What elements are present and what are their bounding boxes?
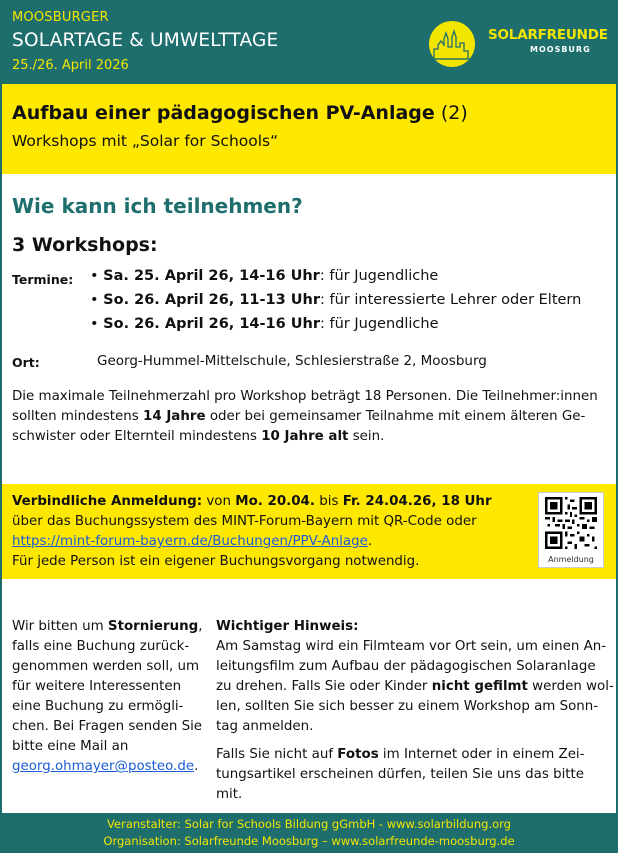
termin-audience: : für Jugendliche [320, 316, 439, 332]
ort-label: Ort: [12, 355, 40, 370]
termin-date: Sa. 25. April 26, 14-16 Uhr [103, 268, 320, 284]
text: . [367, 534, 373, 549]
header-title: SOLARTAGE & UMWELTTAGE [12, 30, 279, 51]
info-paragraph [12, 387, 608, 447]
termin-item [90, 316, 581, 340]
footer-band [2, 813, 616, 851]
storno-line: falls eine Buchung zurück- [12, 639, 190, 654]
registration-banner [2, 484, 616, 579]
footer-organizer: Veranstalter: Solar for Schools Bildung gGmbH - www.solarbildung.org [107, 817, 511, 831]
text: zu drehen. Falls Sie oder Kinder [216, 679, 432, 694]
solarfreunde-logo [426, 19, 608, 69]
page-title [12, 102, 468, 124]
registration-from: Mo. 20.04. [235, 494, 315, 509]
text: werden wol- [527, 679, 614, 694]
storno-line: chen. Bei Fragen senden Sie [12, 719, 203, 734]
bullet: • [90, 292, 104, 308]
photos-keyword: Fotos [337, 747, 379, 762]
registration-text [12, 492, 492, 572]
registration-line [12, 532, 492, 552]
storno-line: genommen werden soll, um [12, 659, 200, 674]
text: im Internet oder in einem Zei- [378, 747, 585, 762]
termin-date: So. 26. April 26, 11-13 Uhr [103, 292, 321, 308]
contact-email-link[interactable]: georg.ohmayer@posteo.de [12, 759, 195, 774]
termin-audience: : für interessierte Lehrer oder Eltern [320, 292, 582, 308]
info-line [12, 407, 608, 427]
hinweis-line: leitungsfilm zum Aufbau der pädagogischen Solaranlage [216, 659, 596, 674]
storno-line: für weitere Interessenten [12, 679, 182, 694]
termin-audience: : für Jugendliche [319, 268, 439, 284]
qr-caption: Anmeldung [548, 555, 594, 564]
termine-label: Termine: [12, 272, 74, 287]
qr-code-card[interactable] [538, 492, 604, 568]
header-kicker: MOOSBURGER [12, 10, 109, 25]
hinweis-line: len, sollten Sie sich besser zu einem Workshop am Sonn- [216, 699, 599, 714]
title-bold: Aufbau einer pädagogischen PV-Anlage [12, 102, 435, 124]
text: Wir bitten um [12, 619, 108, 634]
header-band [2, 2, 616, 84]
termin-item [90, 292, 581, 316]
registration-line: Für jede Person ist ein eigener Buchungsvorgang notwendig. [12, 554, 420, 569]
title-banner [2, 84, 616, 174]
text: bis [314, 494, 343, 509]
ort-value: Georg-Hummel-Mittelschule, Schlesierstraße 2, Moosburg [97, 353, 487, 369]
storno-line [12, 757, 204, 777]
registration-lead: Verbindliche Anmeldung: [12, 494, 203, 509]
hinweis-title: Wichtiger Hinweis: [216, 619, 359, 634]
title-suffix: (2) [434, 102, 468, 124]
not-filmed-keyword: nicht gefilmt [431, 679, 528, 694]
logo-text-main: SOLARFREUNDE [488, 27, 608, 43]
hinweis-column [216, 617, 614, 805]
text: von [202, 494, 236, 509]
termin-item [90, 268, 581, 292]
bullet: • [90, 268, 104, 284]
info-line: Die maximale Teilnehmerzahl pro Workshop beträgt 18 Personen. Die Teilnehmer:innen [12, 389, 598, 404]
info-line [12, 427, 608, 447]
min-age-accompanied: 10 Jahre alt [261, 429, 349, 444]
min-age: 14 Jahre [143, 409, 206, 424]
storno-line: eine Buchung zu ermögli- [12, 699, 184, 714]
registration-to: Fr. 24.04.26, 18 Uhr [342, 494, 492, 509]
storno-line [12, 617, 204, 637]
logo-text-sub: MOOSBURG [530, 45, 591, 54]
hinweis-line: tag anmelden. [216, 719, 314, 734]
text: schwister oder Elternteil mindestens [12, 429, 262, 444]
qr-code-icon [545, 497, 597, 549]
storno-keyword: Stornierung [107, 619, 199, 634]
text: sollten mindestens [12, 409, 144, 424]
text: Falls Sie nicht auf [216, 747, 338, 762]
text: sein. [348, 429, 385, 444]
termin-date: So. 26. April 26, 14-16 Uhr [103, 316, 321, 332]
spacer [216, 737, 608, 745]
hinweis-line: Am Samstag wird ein Filmteam vor Ort sein, um einen An- [216, 639, 607, 654]
termine-list [90, 268, 581, 340]
text: , [198, 619, 203, 634]
hinweis-line: tungsartikel erscheinen dürfen, teilen Sie uns das bitte [216, 767, 585, 782]
registration-line: über das Buchungssystem des MINT-Forum-Bayern mit QR-Code oder [12, 514, 477, 529]
page-subtitle: Workshops mit „Solar for Schools“ [12, 132, 279, 150]
hinweis-line: mit. [216, 787, 243, 802]
sun-city-icon [426, 19, 486, 69]
bullet: • [90, 316, 104, 332]
storno-line: bitte eine Mail an [12, 739, 129, 754]
text: . [194, 759, 199, 774]
workshops-heading: 3 Workshops: [12, 234, 158, 256]
storno-column [12, 617, 204, 777]
hinweis-line [216, 677, 614, 697]
hinweis-line [216, 745, 608, 765]
header-date: 25./26. April 2026 [12, 58, 129, 73]
footer-organisation: Organisation: Solarfreunde Moosburg – www.solarfreunde-moosburg.de [103, 834, 515, 848]
registration-link[interactable]: https://mint-forum-bayern.de/Buchungen/PPV-Anlage [12, 534, 368, 549]
question-heading: Wie kann ich teilnehmen? [12, 194, 303, 218]
registration-line [12, 492, 492, 512]
text: oder bei gemeinsamer Teilnahme mit einem älteren Ge- [205, 409, 586, 424]
